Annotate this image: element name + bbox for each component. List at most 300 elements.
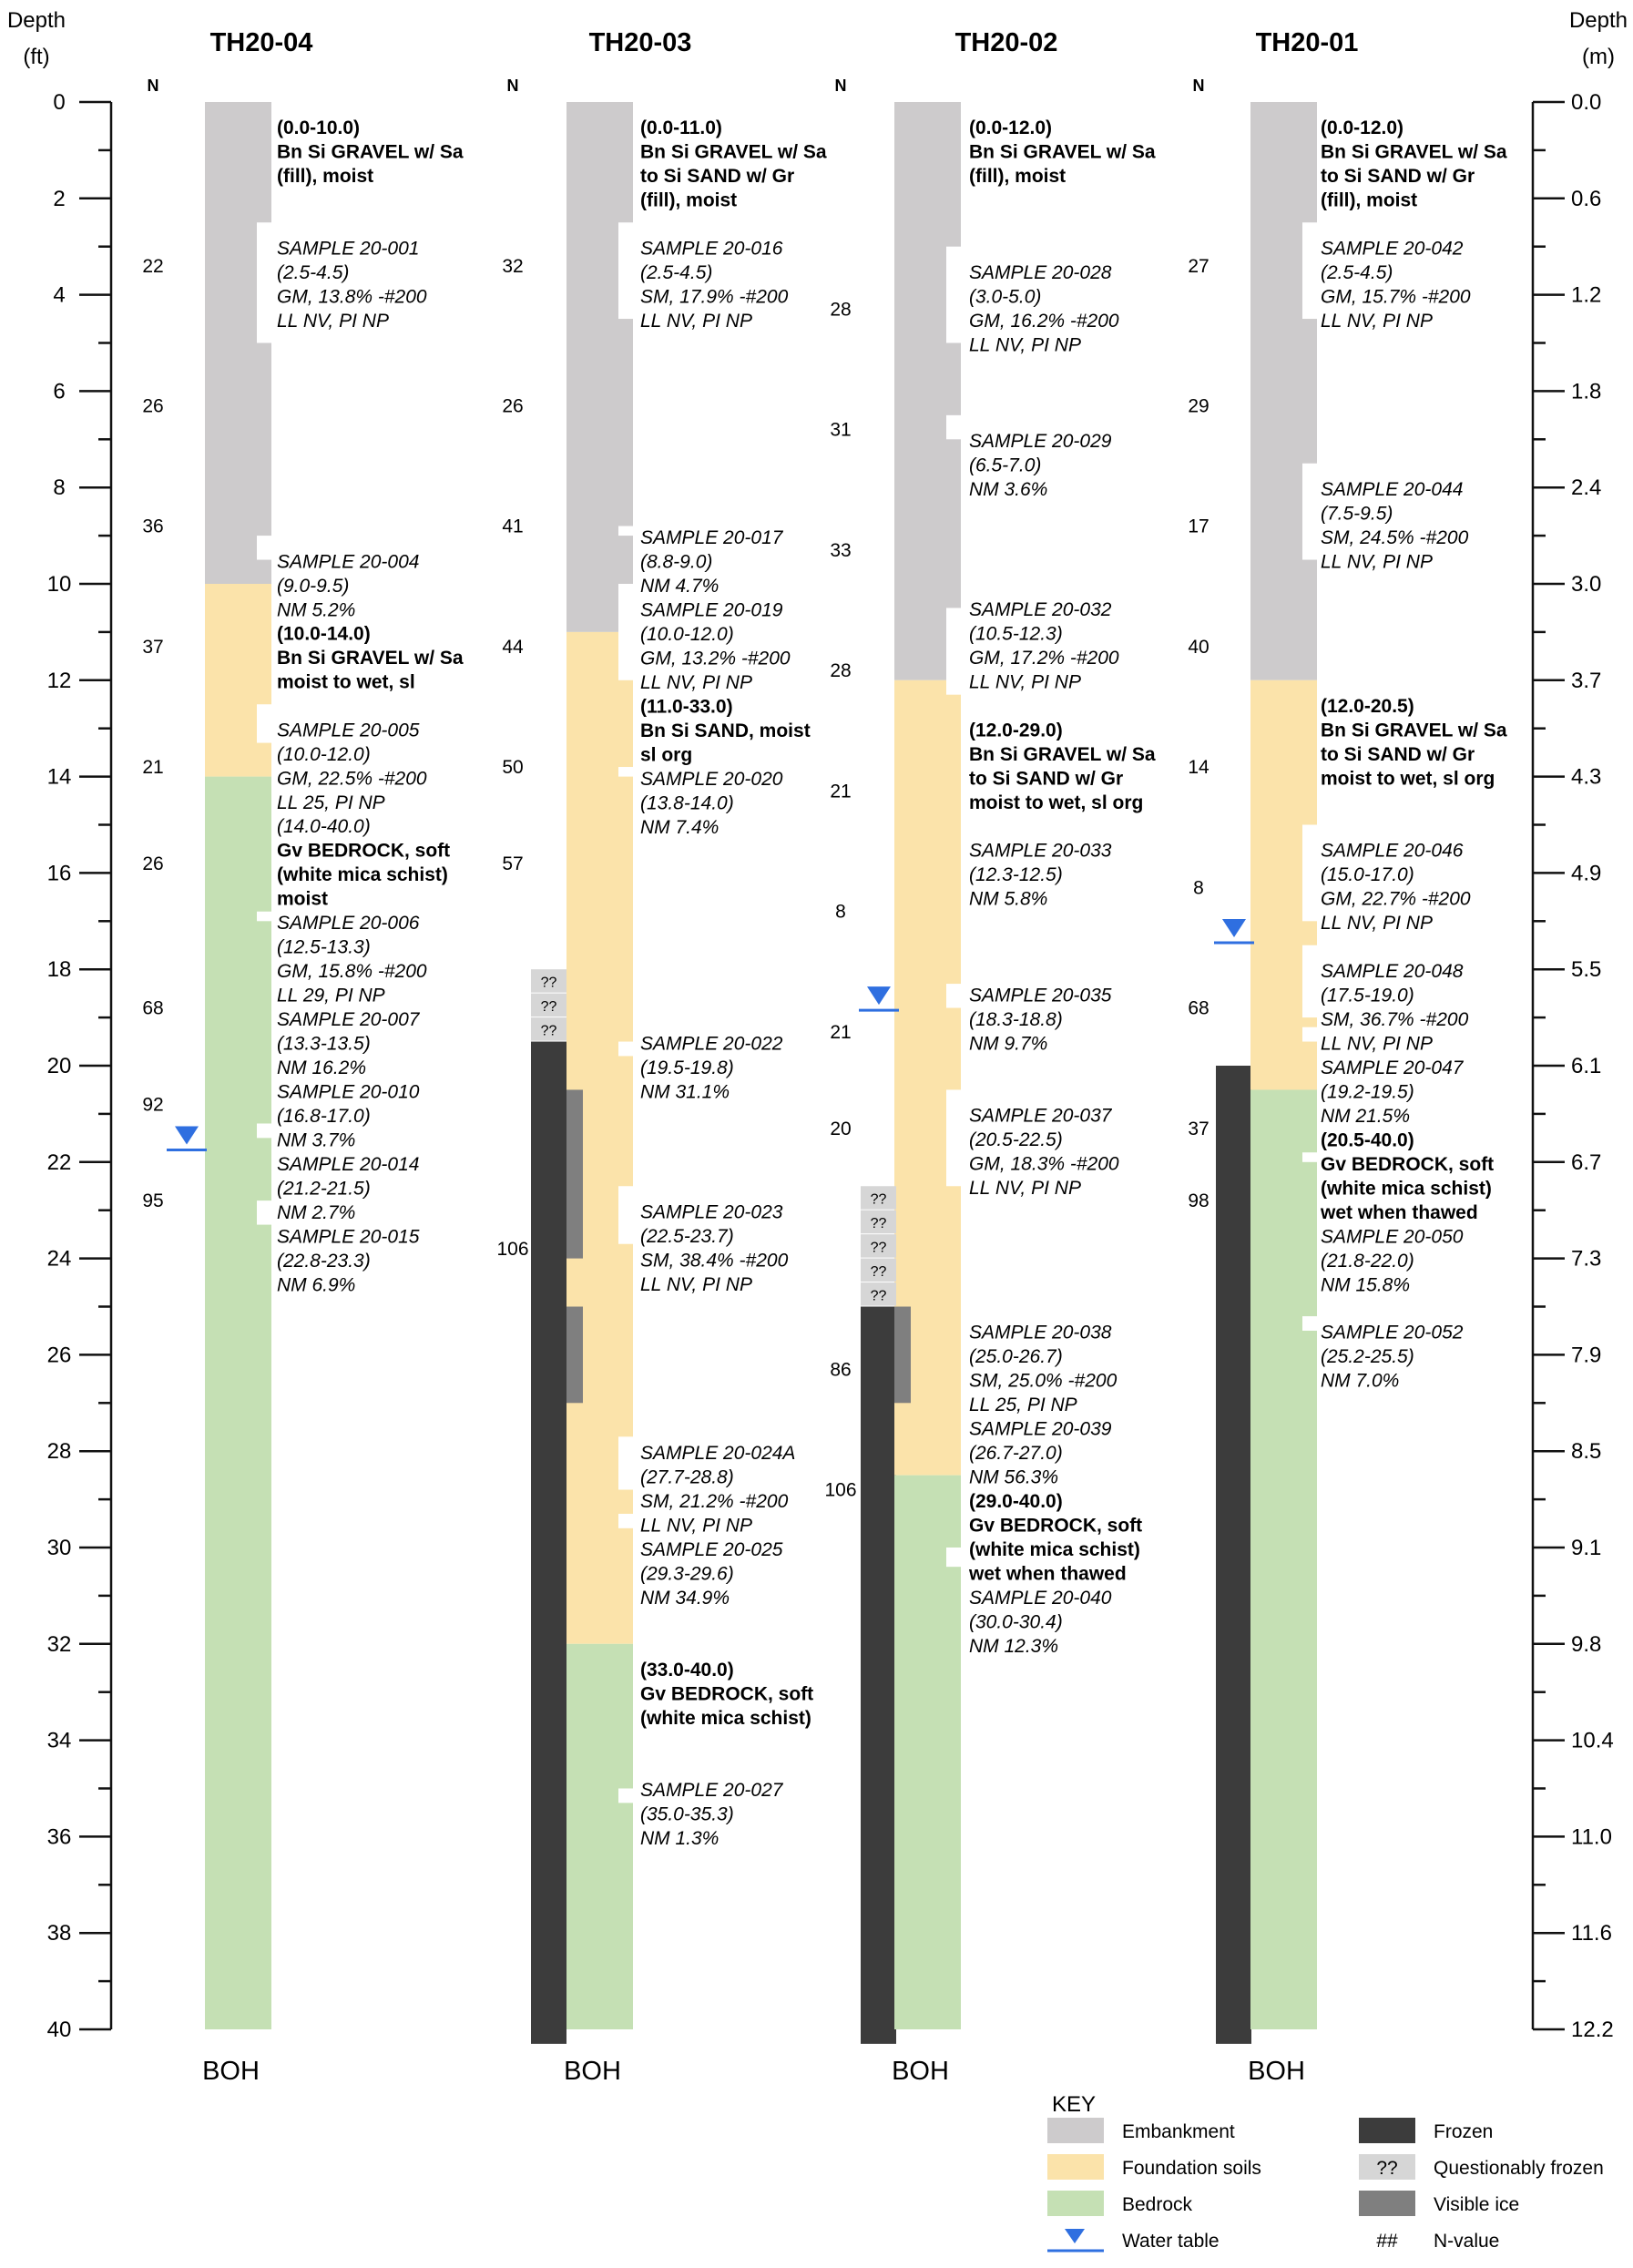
tick-label-m: 9.8	[1571, 1631, 1602, 1657]
water-table-icon	[1222, 919, 1246, 937]
sample-info: (22.5-23.7)	[640, 1225, 734, 1247]
annotation-block	[640, 1780, 784, 1849]
sample-notch	[1302, 464, 1319, 560]
tick-label-ft: 38	[46, 1921, 72, 1946]
legend-item	[1359, 2191, 1519, 2216]
annotation-block	[277, 816, 450, 910]
bottom-of-hole-label: BOH	[1248, 2057, 1305, 2086]
sample-notch	[1302, 1027, 1319, 1042]
borehole-th20-03	[496, 28, 826, 2086]
annotation-block	[969, 262, 1119, 356]
layer-description: (10.0-14.0)	[277, 623, 371, 645]
sample-info: (12.5-13.3)	[277, 936, 371, 958]
sample-info: NM 5.2%	[277, 599, 356, 621]
annotation-block	[969, 117, 1156, 187]
n-value-header: N	[1192, 77, 1205, 95]
sample-info: SM, 24.5% -#200	[1321, 526, 1469, 548]
sample-info: SAMPLE 20-014	[277, 1154, 420, 1176]
n-value: 36	[142, 516, 164, 537]
annotation-block	[277, 913, 427, 1296]
borehole-th20-01	[1188, 28, 1507, 2086]
sample-info: LL NV, PI NP	[640, 1273, 752, 1295]
n-value: 40	[1188, 636, 1209, 658]
layer-description: (0.0-12.0)	[1321, 117, 1404, 139]
borehole-title: TH20-01	[1255, 28, 1359, 57]
tick-label-ft: 20	[46, 1054, 72, 1078]
sample-info: (35.0-35.3)	[640, 1803, 734, 1825]
axis-header-ft: (ft)	[23, 45, 50, 69]
layer-description: (white mica schist)	[969, 1539, 1140, 1561]
sample-info: SAMPLE 20-007	[277, 1009, 420, 1031]
water-table-icon	[867, 986, 891, 1005]
layer-bedrock	[1250, 1089, 1317, 2029]
annotation-block	[277, 720, 427, 813]
tick-label-ft: 18	[46, 957, 72, 983]
legend-item	[1047, 2154, 1261, 2180]
sample-notch	[618, 1789, 635, 1803]
tick-label-m: 0.6	[1571, 186, 1602, 211]
sample-info: SAMPLE 20-040	[969, 1588, 1112, 1609]
tick-label-ft: 16	[46, 861, 72, 886]
annotation-block	[1321, 479, 1469, 573]
sample-info: (3.0-5.0)	[969, 286, 1042, 308]
tick-label-m: 11.0	[1571, 1824, 1612, 1850]
axis-header-m: (m)	[1582, 45, 1615, 69]
layer-description: (12.0-20.5)	[1321, 695, 1414, 717]
sample-info: NM 15.8%	[1321, 1274, 1411, 1296]
n-value: 26	[142, 853, 164, 874]
sample-info: NM 31.1%	[640, 1081, 730, 1103]
legend-swatch	[1047, 2191, 1104, 2216]
layer-description: (white mica schist)	[1321, 1178, 1492, 1200]
n-value: 106	[496, 1239, 529, 1261]
layer-description: (fill), moist	[277, 166, 374, 188]
sample-info: GM, 22.7% -#200	[1321, 888, 1471, 910]
sample-info: (26.7-27.0)	[969, 1443, 1063, 1465]
sample-info: (27.7-28.8)	[640, 1466, 734, 1488]
frozen-zone	[531, 1042, 566, 2044]
legend-key	[1047, 2092, 1604, 2252]
tick-label-ft: 12	[46, 668, 72, 693]
tick-label-m: 4.9	[1571, 861, 1602, 886]
sample-notch	[618, 1436, 635, 1489]
sample-info: (17.5-19.0)	[1321, 985, 1414, 1006]
sample-info: NM 4.7%	[640, 575, 720, 597]
sample-notch	[257, 222, 273, 342]
sample-info: SAMPLE 20-028	[969, 261, 1112, 283]
annotation-block	[969, 841, 1112, 910]
tick-label-m: 4.3	[1571, 764, 1602, 790]
sample-info: LL NV, PI NP	[1321, 913, 1433, 935]
sample-info: SAMPLE 20-042	[1321, 238, 1464, 260]
legend-label: Visible ice	[1434, 2194, 1520, 2215]
frozen-zone	[861, 1307, 896, 2044]
n-value: 26	[142, 395, 164, 417]
annotation-block	[1320, 961, 1494, 1296]
annotation-block	[1321, 238, 1471, 332]
sample-info: (22.8-23.3)	[277, 1251, 371, 1272]
legend-label: Embankment	[1122, 2121, 1235, 2142]
sample-info: NM 1.3%	[640, 1828, 720, 1850]
layer-description: moist to wet, sl	[277, 671, 415, 693]
sample-info: (25.0-26.7)	[969, 1346, 1063, 1368]
sample-info: (7.5-9.5)	[1321, 503, 1393, 525]
sample-info: GM, 22.5% -#200	[277, 768, 427, 790]
n-value: 57	[502, 853, 524, 874]
sample-info: GM, 18.3% -#200	[969, 1153, 1119, 1175]
layer-description: moist to wet, sl org	[1321, 768, 1495, 790]
sample-info: NM 7.0%	[1321, 1370, 1400, 1392]
tick-label-m: 12.2	[1571, 2018, 1614, 2042]
sample-info: (10.0-12.0)	[640, 623, 734, 645]
visible-ice-band	[894, 1307, 911, 1404]
legend-water-icon	[1065, 2229, 1085, 2243]
sample-info: (20.5-22.5)	[969, 1129, 1063, 1151]
sample-info: SM, 17.9% -#200	[640, 286, 789, 308]
layer-description: moist to wet, sl org	[969, 792, 1144, 813]
sample-info: SAMPLE 20-039	[969, 1418, 1112, 1440]
sample-info: SAMPLE 20-047	[1321, 1057, 1464, 1078]
sample-info: (2.5-4.5)	[277, 261, 350, 283]
layer-bedrock	[566, 1644, 633, 2029]
n-value: 20	[830, 1118, 852, 1139]
n-value-header: N	[834, 77, 847, 95]
n-value: 98	[1188, 1190, 1209, 1212]
annotation-block	[277, 624, 464, 693]
tick-label-ft: 30	[46, 1536, 72, 1560]
tick-label-ft: 34	[46, 1728, 72, 1753]
borehole-title: TH20-02	[954, 28, 1058, 57]
sample-info: (2.5-4.5)	[640, 261, 713, 283]
n-value: 86	[830, 1359, 852, 1381]
sample-notch	[946, 415, 963, 439]
questionably-frozen-symbol: ??	[870, 1240, 887, 1256]
borehole-title: TH20-04	[209, 28, 313, 57]
sample-notch	[257, 536, 273, 559]
depth-axis-m	[1533, 8, 1628, 2042]
annotation-block	[640, 527, 811, 838]
sample-info: (2.5-4.5)	[1321, 261, 1393, 283]
annotation-block	[640, 117, 827, 211]
tick-label-ft: 40	[46, 2018, 72, 2042]
tick-label-m: 3.0	[1571, 572, 1602, 597]
legend-item	[1047, 2191, 1193, 2216]
sample-info: SAMPLE 20-032	[969, 599, 1112, 621]
questionably-frozen-symbol: ??	[540, 1023, 557, 1039]
layer-description: wet when thawed	[969, 1563, 1127, 1585]
sample-info: (25.2-25.5)	[1321, 1346, 1414, 1368]
layer-description: (0.0-12.0)	[969, 117, 1053, 139]
sample-info: SAMPLE 20-017	[640, 526, 783, 548]
sample-info: SAMPLE 20-027	[640, 1780, 783, 1802]
n-value: 22	[142, 255, 164, 277]
sample-info: (14.0-40.0)	[277, 816, 371, 838]
n-value: 37	[1188, 1118, 1209, 1139]
layer-description: (33.0-40.0)	[640, 1659, 734, 1681]
layer-description: (fill), moist	[1321, 189, 1418, 211]
n-value: 29	[1188, 395, 1209, 417]
layer-description: Bn Si GRAVEL w/ Sa	[1321, 720, 1507, 741]
n-value: 37	[142, 636, 164, 658]
n-value: 17	[1188, 516, 1209, 537]
sample-info: GM, 13.2% -#200	[640, 648, 791, 669]
n-value: 28	[830, 660, 852, 682]
tick-label-ft: 2	[53, 186, 66, 211]
tick-label-m: 6.1	[1571, 1054, 1602, 1078]
legend-label: Questionably frozen	[1434, 2158, 1604, 2179]
layer-embankment	[566, 102, 633, 632]
sample-info: GM, 15.8% -#200	[277, 961, 427, 983]
annotation-block	[969, 431, 1112, 500]
annotation-block	[969, 720, 1156, 813]
sample-info: GM, 16.2% -#200	[969, 310, 1119, 332]
sample-info: SAMPLE 20-001	[277, 238, 420, 260]
sample-info: LL NV, PI NP	[277, 310, 389, 332]
tick-label-m: 5.5	[1571, 957, 1602, 983]
legend-title: KEY	[1052, 2092, 1097, 2117]
sample-info: LL NV, PI NP	[969, 334, 1081, 356]
legend-item	[1359, 2118, 1493, 2143]
n-value: 106	[824, 1479, 857, 1501]
n-value: 31	[830, 419, 852, 441]
sample-info: SAMPLE 20-022	[640, 1033, 783, 1055]
annotation-block	[968, 1323, 1142, 1658]
tick-label-ft: 26	[46, 1343, 72, 1368]
tick-label-ft: 14	[46, 764, 72, 790]
sample-info: (21.2-21.5)	[277, 1178, 371, 1200]
n-value: 14	[1188, 757, 1209, 779]
layer-foundation	[205, 584, 271, 777]
layer-description: Bn Si GRAVEL w/ Sa	[640, 141, 827, 163]
annotation-block	[640, 1660, 813, 1729]
n-value: 26	[502, 395, 524, 417]
legend-symbol: ##	[1376, 2231, 1398, 2252]
questionably-frozen-symbol: ??	[870, 1191, 887, 1208]
legend-label: Bedrock	[1122, 2194, 1193, 2215]
sample-info: SAMPLE 20-048	[1321, 960, 1464, 982]
annotation-block	[1321, 1323, 1464, 1392]
layer-description: (20.5-40.0)	[1321, 1129, 1414, 1151]
sample-info: SM, 25.0% -#200	[969, 1370, 1118, 1392]
n-value: 8	[835, 901, 846, 923]
axis-header-ft: Depth	[6, 8, 66, 33]
sample-info: GM, 13.8% -#200	[277, 286, 427, 308]
layer-description: Bn Si GRAVEL w/ Sa	[969, 141, 1156, 163]
sample-notch	[618, 1186, 635, 1243]
n-value: 50	[502, 757, 524, 779]
tick-label-ft: 22	[46, 1149, 72, 1175]
tick-label-ft: 36	[46, 1824, 72, 1850]
sample-notch	[946, 1548, 963, 1567]
layer-description: Bn Si GRAVEL w/ Sa	[277, 648, 464, 669]
layer-description: to Si SAND w/ Gr	[969, 768, 1124, 790]
tick-label-ft: 8	[53, 475, 66, 501]
tick-label-ft: 6	[53, 379, 66, 404]
layer-description: Gv BEDROCK, soft	[1321, 1153, 1495, 1175]
n-value: 27	[1188, 255, 1209, 277]
annotation-block	[277, 238, 427, 332]
sample-info: SAMPLE 20-024A	[640, 1442, 796, 1464]
questionably-frozen-symbol: ??	[540, 975, 557, 991]
sample-info: SAMPLE 20-023	[640, 1201, 783, 1223]
layer-description: (29.0-40.0)	[969, 1491, 1063, 1513]
tick-label-m: 3.7	[1571, 668, 1602, 693]
tick-label-m: 0.0	[1571, 90, 1602, 115]
borehole-th20-02	[824, 28, 1155, 2086]
sample-info: NM 16.2%	[277, 1057, 367, 1079]
sample-info: SAMPLE 20-016	[640, 238, 783, 260]
sample-info: NM 5.8%	[969, 888, 1048, 910]
layer-description: (white mica schist)	[640, 1707, 811, 1729]
sample-info: NM 6.9%	[277, 1274, 356, 1296]
tick-label-m: 10.4	[1571, 1728, 1614, 1753]
tick-label-m: 2.4	[1571, 475, 1602, 501]
sample-info: LL NV, PI NP	[1321, 551, 1433, 573]
legend-label: Foundation soils	[1122, 2158, 1261, 2179]
tick-label-ft: 4	[53, 282, 66, 308]
sample-notch	[618, 1514, 635, 1528]
n-value: 21	[142, 757, 164, 779]
tick-label-ft: 0	[53, 90, 66, 115]
sample-info: LL NV, PI NP	[1321, 310, 1433, 332]
visible-ice-band	[566, 1089, 583, 1258]
layer-description: (fill), moist	[969, 166, 1067, 188]
sample-info: (10.5-12.3)	[969, 623, 1063, 645]
sample-notch	[257, 912, 273, 922]
visible-ice-band	[566, 1307, 583, 1404]
tick-label-m: 11.6	[1571, 1921, 1612, 1946]
sample-notch	[257, 704, 273, 742]
sample-info: (30.0-30.4)	[969, 1611, 1063, 1633]
sample-notch	[946, 984, 963, 1007]
sample-info: SM, 38.4% -#200	[640, 1250, 789, 1272]
sample-info: NM 3.6%	[969, 479, 1048, 501]
sample-info: (8.8-9.0)	[640, 551, 713, 573]
annotation-block	[969, 599, 1119, 693]
sample-info: (21.8-22.0)	[1321, 1250, 1414, 1272]
sample-info: SAMPLE 20-029	[969, 431, 1112, 453]
sample-info: LL NV, PI NP	[969, 1178, 1081, 1200]
annotation-block	[277, 551, 419, 620]
n-value: 21	[830, 1021, 852, 1043]
annotation-block	[1321, 696, 1507, 790]
sample-notch	[946, 1089, 963, 1186]
layer-description: Gv BEDROCK, soft	[640, 1683, 814, 1705]
layer-description: to Si SAND w/ Gr	[640, 166, 795, 188]
legend-swatch	[1359, 2118, 1415, 2143]
n-value: 41	[502, 516, 524, 537]
sample-info: LL 29, PI NP	[277, 985, 385, 1006]
borehole-th20-04	[142, 28, 464, 2086]
sample-info: LL NV, PI NP	[640, 671, 752, 693]
sample-info: SAMPLE 20-005	[277, 720, 420, 741]
sample-info: (15.0-17.0)	[1321, 864, 1414, 886]
legend-item	[1359, 2154, 1604, 2180]
water-table-icon	[175, 1127, 199, 1145]
sample-notch	[618, 584, 635, 680]
sample-notch	[1302, 1316, 1319, 1331]
sample-info: LL NV, PI NP	[1321, 1033, 1433, 1055]
n-value: 95	[142, 1190, 164, 1212]
sample-info: SAMPLE 20-010	[277, 1081, 420, 1103]
legend-label: N-value	[1434, 2231, 1500, 2252]
sample-info: NM 7.4%	[640, 816, 720, 838]
layer-description: (12.0-29.0)	[969, 720, 1063, 741]
layer-description: wet when thawed	[1321, 1201, 1478, 1223]
annotation-block	[640, 1443, 795, 1609]
n-value: 33	[830, 539, 852, 561]
legend-item	[1047, 2229, 1220, 2252]
layer-description: to Si SAND w/ Gr	[1321, 743, 1475, 765]
sample-info: (10.0-12.0)	[277, 743, 371, 765]
sample-notch	[946, 247, 963, 343]
tick-label-ft: 24	[46, 1246, 72, 1272]
axis-header-m: Depth	[1568, 8, 1628, 33]
questionably-frozen-symbol: ??	[870, 1263, 887, 1280]
sample-info: GM, 15.7% -#200	[1321, 286, 1471, 308]
tick-label-m: 6.7	[1571, 1149, 1602, 1175]
n-value-header: N	[506, 77, 519, 95]
sample-info: SAMPLE 20-019	[640, 599, 783, 621]
sample-info: (12.3-12.5)	[969, 864, 1063, 886]
sample-notch	[1302, 825, 1319, 922]
layer-bedrock	[205, 777, 271, 2029]
sample-info: SM, 36.7% -#200	[1321, 1008, 1469, 1030]
tick-label-ft: 28	[46, 1439, 72, 1465]
sample-info: (19.5-19.8)	[640, 1057, 734, 1078]
layer-description: Bn Si GRAVEL w/ Sa	[1321, 141, 1507, 163]
sample-info: LL 25, PI NP	[277, 792, 385, 813]
sample-notch	[618, 767, 635, 777]
tick-label-m: 7.9	[1571, 1343, 1602, 1368]
sample-info: SAMPLE 20-020	[640, 768, 783, 790]
legend-swatch	[1047, 2154, 1104, 2180]
annotation-block	[969, 985, 1112, 1054]
bottom-of-hole-label: BOH	[892, 2057, 949, 2086]
borehole-title: TH20-03	[588, 28, 692, 57]
layer-embankment	[894, 102, 961, 680]
sample-info: (9.0-9.5)	[277, 575, 350, 597]
sample-notch	[257, 1123, 273, 1138]
sample-info: NM 2.7%	[277, 1202, 356, 1224]
sample-info: (19.2-19.5)	[1321, 1081, 1414, 1103]
sample-info: SAMPLE 20-046	[1321, 840, 1464, 862]
sample-info: SAMPLE 20-033	[969, 840, 1112, 862]
sample-info: NM 34.9%	[640, 1587, 730, 1609]
sample-info: NM 21.5%	[1321, 1105, 1411, 1127]
tick-label-ft: 10	[46, 572, 72, 597]
sample-info: SAMPLE 20-006	[277, 913, 420, 935]
sample-info: LL NV, PI NP	[969, 671, 1081, 693]
layer-description: (fill), moist	[640, 189, 738, 211]
tick-label-m: 9.1	[1571, 1536, 1602, 1560]
legend-item	[1047, 2118, 1235, 2143]
tick-label-m: 8.5	[1571, 1439, 1602, 1465]
n-value: 92	[142, 1094, 164, 1116]
tick-label-m: 1.8	[1571, 379, 1602, 404]
layer-description: sl org	[640, 744, 693, 766]
layer-description: to Si SAND w/ Gr	[1321, 166, 1475, 188]
n-value: 68	[1188, 997, 1209, 1019]
legend-label: Water table	[1122, 2231, 1220, 2252]
sample-info: LL NV, PI NP	[640, 310, 752, 332]
sample-notch	[618, 526, 635, 536]
legend-swatch	[1359, 2191, 1415, 2216]
sample-info: SAMPLE 20-015	[277, 1226, 420, 1248]
bottom-of-hole-label: BOH	[564, 2057, 621, 2086]
legend-item	[1376, 2231, 1499, 2252]
layer-description: (white mica schist)	[277, 864, 448, 886]
